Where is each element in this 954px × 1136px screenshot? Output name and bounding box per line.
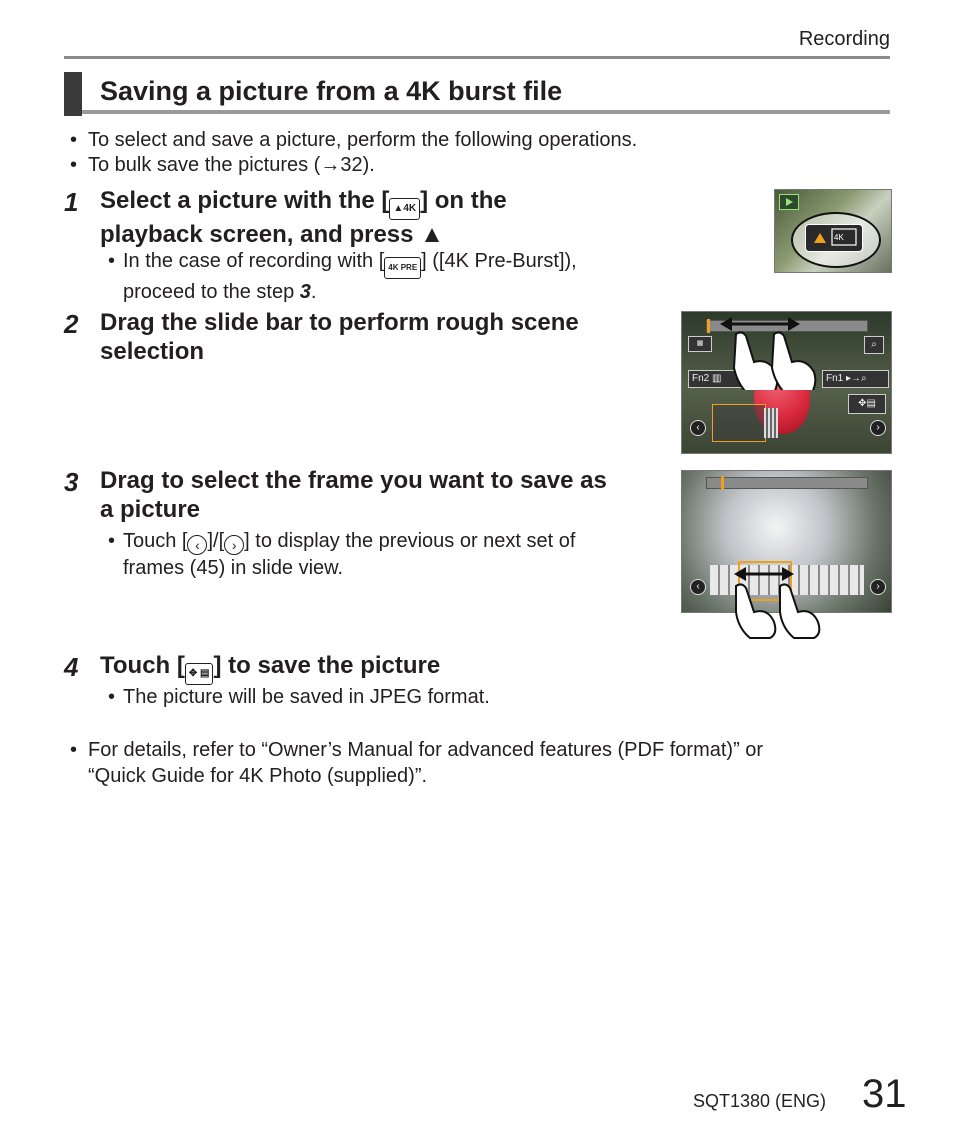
step-3-note: • Touch [ ‹ ]/[ › ] to display the previous or next set of frames (45) in slide view.: [108, 530, 576, 579]
step-4-note: • The picture will be saved in JPEG format.: [108, 686, 490, 708]
prev-arrow-icon[interactable]: ‹: [690, 420, 706, 436]
next-arrow-icon[interactable]: ›: [870, 420, 886, 436]
section-label: Recording: [798, 28, 890, 50]
step-1-note: • In the case of recording with [ 4K PRE ] ([4K Pre-Burst]), proceed to the step 3.: [108, 250, 577, 303]
title-block: [64, 72, 82, 116]
svg-text:4K: 4K: [834, 233, 844, 242]
pre-burst-4k-icon: 4K PRE: [384, 257, 421, 279]
next-circle-icon: ›: [224, 535, 244, 555]
intro-bullet-2: • To bulk save the pictures (→32).: [70, 154, 375, 176]
page-number: 31: [862, 1072, 907, 1116]
zoom-icon[interactable]: ⌕: [864, 336, 884, 354]
slide-view-strip: [764, 408, 778, 438]
top-rule: [64, 56, 890, 59]
save-picture-icon: ✥ ▤: [185, 663, 214, 685]
step-2-number: 2: [64, 309, 79, 339]
step-1-heading: Select a picture with the [ ▲ 4K ] on the playback screen, and press ▲: [100, 187, 507, 248]
step-1-number: 1: [64, 187, 79, 217]
step-4-heading: Touch [ ✥ ▤ ] to save the picture: [100, 651, 700, 685]
intro-bullet-1: • To select and save a picture, perform the following operations.: [70, 129, 638, 151]
prev-circle-icon: ‹: [187, 535, 207, 555]
frame-drag-gesture-icon: [726, 560, 846, 640]
fn2-button[interactable]: Fn2 ▥: [688, 370, 745, 388]
display-mode-icon[interactable]: ▦: [688, 336, 712, 352]
step-3-heading: Drag to select the frame you want to save as a picture: [100, 467, 607, 523]
slide-bar-marker[interactable]: [721, 476, 724, 490]
slide-bar[interactable]: [706, 477, 868, 489]
playback-screen-image: [774, 189, 892, 273]
prev-arrow-icon[interactable]: ‹: [690, 579, 706, 595]
burst-4k-screen-icon[interactable]: [805, 224, 863, 252]
page-title: Saving a picture from a 4K burst file: [100, 76, 563, 106]
save-frame-icon[interactable]: ✥▤: [848, 394, 886, 414]
slide-bar-screen-image: [681, 311, 892, 454]
slide-bar-marker[interactable]: [707, 319, 710, 333]
drag-gesture-icon: [716, 312, 826, 390]
title-rule: [82, 110, 890, 114]
step-3-number: 3: [64, 467, 79, 497]
step-4-number: 4: [64, 652, 79, 682]
document-code: SQT1380 (ENG): [693, 1091, 827, 1111]
step-2-heading: Drag the slide bar to perform rough scene selection: [100, 309, 579, 365]
next-arrow-icon[interactable]: ›: [870, 579, 886, 595]
details-note: • For details, refer to “Owner’s Manual for advanced features (PDF format)” or “Quick Guide for 4K Photo (supplied)”.: [70, 739, 764, 787]
burst-4k-icon: ▲ 4K: [389, 198, 420, 220]
play-mode-icon: [779, 194, 799, 210]
slide-view-frame[interactable]: [712, 404, 766, 442]
fn1-button[interactable]: Fn1 ▸→⌕: [822, 370, 889, 388]
